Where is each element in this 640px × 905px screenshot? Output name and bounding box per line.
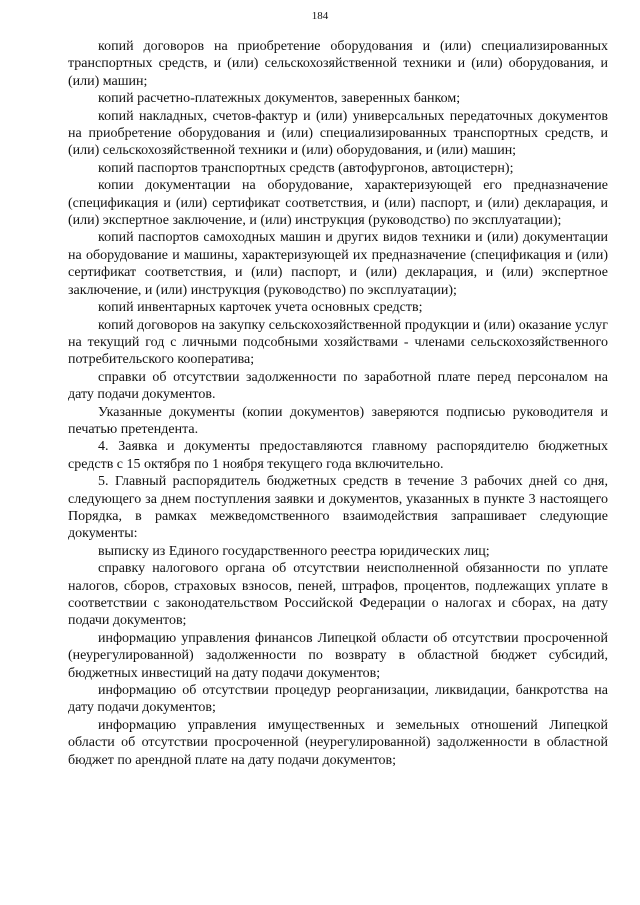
paragraph: информацию об отсутствии процедур реорганизации, ликвидации, банкротства на дату подачи документов; <box>68 683 608 716</box>
paragraph: информацию управления финансов Липецкой области об отсутствии просроченной (неурегулированной) задолженности по возврату в областной бюджет субсидий, бюджетных инвестиций на дату подачи документов; <box>68 630 608 681</box>
paragraph: информацию управления имущественных и земельных отношений Липецкой области об отсутствии просроченной (неурегулированной) задолженности в областной бюджет по арендной плате на дату подачи документов; <box>68 717 608 768</box>
page-number: 184 <box>311 10 329 22</box>
paragraph: справки об отсутствии задолженности по заработной плате перед персоналом на дату подачи документов. <box>68 369 608 403</box>
paragraph: копий паспортов транспортных средств (автофургонов, автоцистерн); <box>98 160 514 176</box>
paragraph: справку налогового органа об отсутствии неисполненной обязанности по уплате налогов, сборов, страховых взносов, пеней, штрафов, процентов, подлежащих уплате в соответствии с законодательством Российской Федерации о налогах и сборах, на дату подачи документов; <box>68 561 608 629</box>
paragraph: Указанные документы (копии документов) заверяются подписью руководителя и печатью претендента. <box>68 404 608 437</box>
paragraph: копии документации на оборудование, характеризующей его предназначение (спецификация и (или) сертификат соответствия, и (или) паспорт, и (или) декларация, и (или) экспертное заключение, и (или) инструкция (руководство) по эксплуатации); <box>68 178 608 229</box>
paragraph: 4. Заявка и документы предоставляются главному распорядителю бюджетных средств с 15 октября по 1 ноября текущего года включительно. <box>68 439 608 472</box>
paragraph: выписку из Единого государственного реестра юридических лиц; <box>98 543 490 559</box>
document-body <box>68 38 608 769</box>
paragraph: 5. Главный распорядитель бюджетных средств в течение 3 рабочих дней со дня, следующего за днем поступления заявки и документов, указанных в пункте 3 настоящего Порядка, в рамках межведомственного взаимодействия запрашивает следующие документы: <box>68 474 608 542</box>
paragraph: копий паспортов самоходных машин и других видов техники и (или) документации на оборудование и машины, характеризующей их предназначение (спецификация и (или) сертификат соответствия, и (или) паспорт, и (или) декларация, и (или) экспертное заключение, и (или) инструкция (руководство) по эксплуатации); <box>68 230 608 298</box>
paragraph: копий накладных, счетов-фактур и (или) универсальных передаточных документов на приобретение оборудования и (или) специализированных транспортных средств, и (или) сельскохозяйственной техники и (или) оборудования, и (или) машин; <box>68 108 608 159</box>
paragraph: копий договоров на закупку сельскохозяйственной продукции и (или) оказание услуг на текущий год с личными подсобными хозяйствами - членами сельскохозяйственного потребительского кооператива; <box>68 317 608 368</box>
paragraph: копий инвентарных карточек учета основных средств; <box>98 300 423 316</box>
paragraph: копий договоров на приобретение оборудования и (или) специализированных транспортных средств, и (или) сельскохозяйственной техники и (или) оборудования, и (или) машин; <box>68 39 608 89</box>
paragraph: копий расчетно-платежных документов, заверенных банком; <box>98 91 461 107</box>
